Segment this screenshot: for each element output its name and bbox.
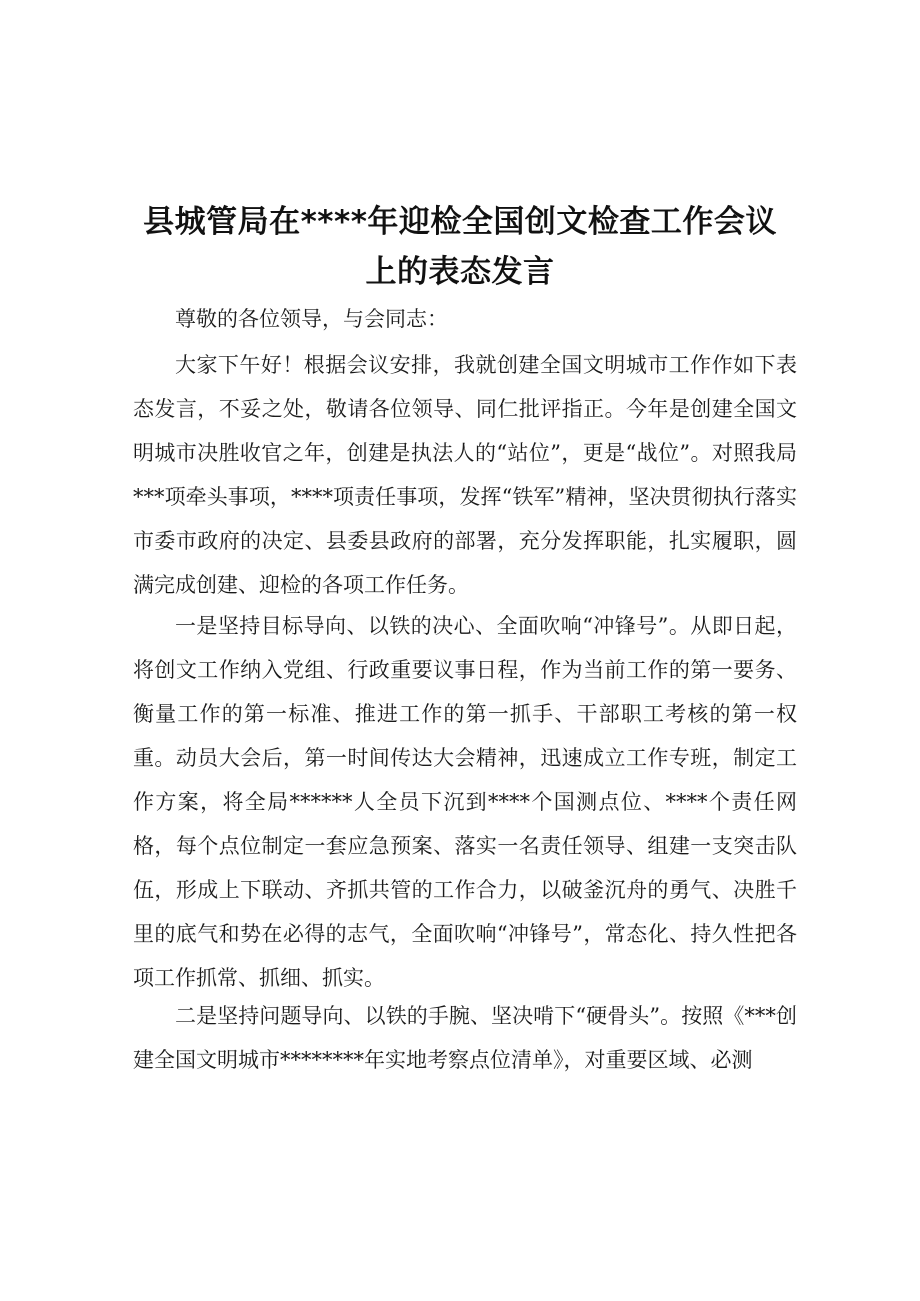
paragraph-problem-orientation: 二是坚持问题导向、以铁的手腕、坚决啃下“硬骨头”。按照《***创建全国文明城市********年实地考察点位清单》，对重要区域、必测 bbox=[133, 1004, 797, 1072]
document-title-line-2: 上的表态发言 bbox=[365, 254, 555, 290]
paragraph-opening: 大家下午好！根据会议安排，我就创建全国文明城市工作作如下表态发言，不妥之处，敬请各位领导、同仁批评指正。今年是创建全国文明城市决胜收官之年，创建是执法人的“站位”，更是“战位”。对照我局***项牵头事项，****项责任事项，发挥“铁军”精神，坚决贯彻执行落实市委市政府的决定、县委县政府的部署，充分发挥职能，扎实履职，圆满完成创建、迎检的各项工作任务。 bbox=[133, 353, 797, 597]
salutation: 尊敬的各位领导，与会同志： bbox=[175, 307, 448, 331]
document-title-line-1: 县城管局在****年迎检全国创文检查工作会议 bbox=[143, 204, 777, 240]
document-title bbox=[130, 197, 790, 297]
paragraph-goal-orientation: 一是坚持目标导向、以铁的决心、全面吹响“冲锋号”。从即日起，将创文工作纳入党组、行政重要议事日程，作为当前工作的第一要务、衡量工作的第一标准、推进工作的第一抓手、干部职工考核的第一权重。动员大会后，第一时间传达大会精神，迅速成立工作专班，制定工作方案，将全局******人全员下沉到****个国测点位、****个责任网格，每个点位制定一套应急预案、落实一名责任领导、组建一支突击队伍，形成上下联动、齐抓共管的工作合力，以破釜沉舟的勇气、决胜千里的底气和势在必得的志气，全面吹响“冲锋号”，常态化、持久性把各项工作抓常、抓细、抓实。 bbox=[133, 614, 797, 990]
